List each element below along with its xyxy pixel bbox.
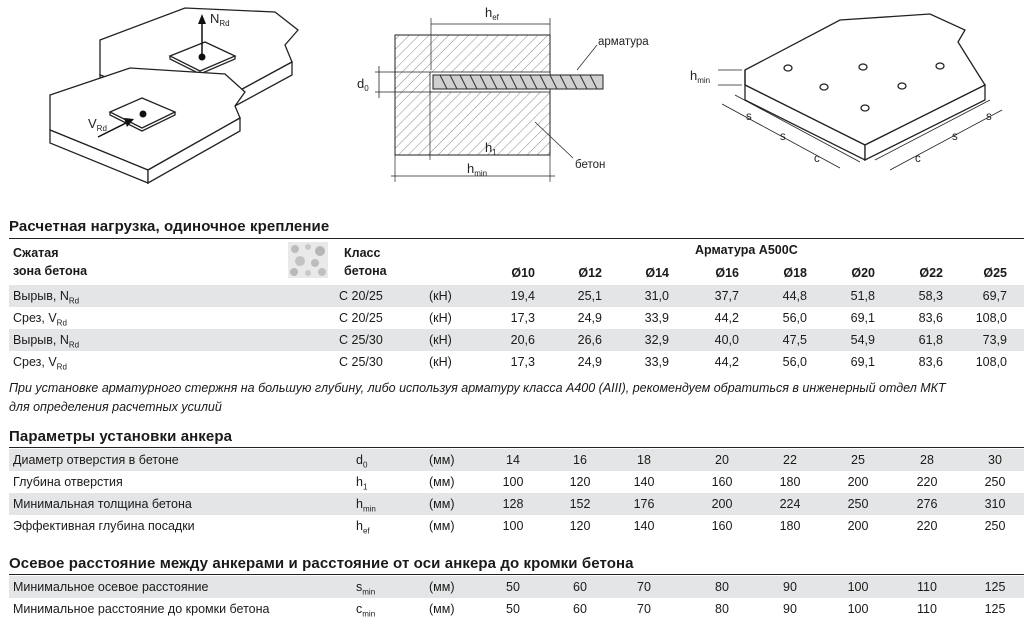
class-header-line2: бетона [344,264,387,278]
svg-text:hmin: $h_{min}$ [467,161,488,178]
value-cell: 70 [637,602,651,616]
row-label: Минимальное расстояние до кромки бетона [13,602,270,616]
section1-title: Расчетная нагрузка, одиночное крепление [9,218,330,235]
value-cell: 200 [711,497,733,511]
value-cell: 20,6 [510,333,535,347]
value-cell: 90 [783,602,797,616]
note-line-1: При установке арматурного стержня на большую глубину, либо используя арматуру класса А400 (AIII), рекомендуем обратиться в инженерный отдел МКТ [9,381,946,395]
row-label: Эффективная глубина посадки [13,519,195,533]
value-cell: 20 [715,453,729,467]
value-cell: 250 [984,519,1006,533]
row-label: Минимальное осевое расстояние [13,580,209,594]
value-cell: 250 [847,497,869,511]
value-cell: 25 [851,453,865,467]
row-label-sub: Rd [68,296,80,306]
unit: (мм) [429,519,455,533]
value-cell: 100 [502,519,524,533]
section3-rule [9,574,1024,575]
value-cell: 60 [573,580,587,594]
param-symbol-sub: 0 [362,460,368,470]
value-cell: 310 [984,497,1006,511]
value-cell: 120 [569,519,591,533]
value-cell: 125 [984,580,1006,594]
value-cell: 83,6 [918,311,943,325]
svg-text:hef: $h_{ef}$ [485,5,499,22]
diameter-header: Ø12 [578,266,602,280]
param-symbol: h [356,497,363,511]
value-cell: 108,0 [975,311,1007,325]
rebar-type-header: Арматура А500С [695,243,798,257]
value-cell: 32,9 [644,333,669,347]
diameter-header: Ø20 [851,266,875,280]
unit: (мм) [429,580,455,594]
svg-text:c: c [814,153,820,165]
value-cell: 61,8 [918,333,943,347]
value-cell: 16 [573,453,587,467]
spacing-diagram [690,0,1020,190]
diagrams-area [0,0,1024,200]
svg-text:NRd: $N_{Rd}$ [210,11,230,28]
row-label: Вырыв, N [13,289,69,303]
row-label-sub: Rd [56,318,67,328]
unit: (мм) [429,497,455,511]
section2-rule [9,447,1024,448]
value-cell: 160 [711,475,733,489]
diameter-header: Ø18 [783,266,807,280]
value-cell: 70 [637,580,651,594]
row-label: Вырыв, N [13,333,69,347]
value-cell: 128 [502,497,524,511]
param-symbol-sub: min [362,609,376,619]
value-cell: 18 [637,453,651,467]
unit: (мм) [429,453,455,467]
svg-text:s: s [746,111,752,123]
value-cell: 33,9 [644,311,669,325]
table-row [9,493,1024,515]
table-row [9,285,1024,307]
value-cell: 47,5 [782,333,807,347]
row-label: Срез, V [13,355,57,369]
zone-header-line2: зона бетона [13,264,88,278]
diameter-header: Ø16 [715,266,739,280]
svg-text:s: s [986,111,992,123]
value-cell: 24,9 [577,355,602,369]
svg-text:s: s [780,131,786,143]
value-cell: 69,1 [850,355,875,369]
value-cell: 110 [917,580,937,594]
concrete-texture-icon [288,242,328,278]
svg-text:бетон: бетон [575,159,606,171]
value-cell: 100 [847,580,869,594]
value-cell: 220 [916,519,938,533]
diameter-header: Ø14 [645,266,669,280]
param-symbol: c [356,602,363,616]
value-cell: 83,6 [918,355,943,369]
row-label-sub: Rd [56,362,67,372]
value-cell: 25,1 [577,289,602,303]
svg-text:арматура: арматура [598,36,649,48]
value-cell: 110 [917,602,937,616]
anchor-dot-bottom [140,111,147,118]
value-cell: 80 [715,602,729,616]
param-symbol: h [356,475,363,489]
value-cell: 26,6 [577,333,602,347]
param-symbol-sub: min [362,504,376,514]
section2-title: Параметры установки анкера [9,428,233,445]
row-label-sub: Rd [68,340,80,350]
row-label: Срез, V [13,311,57,325]
table-row [9,515,1024,537]
value-cell: 140 [633,475,655,489]
table-row [9,449,1024,471]
svg-text:h1: $h_1$ [485,140,497,157]
value-cell: 200 [847,475,869,489]
unit: (кН) [429,311,452,325]
lower-slab [50,68,245,183]
unit: (кН) [429,289,452,303]
value-cell: 180 [779,475,801,489]
value-cell: 14 [506,453,520,467]
value-cell: 180 [779,519,801,533]
value-cell: 44,2 [714,355,739,369]
value-cell: 80 [715,580,729,594]
param-symbol-sub: ef [362,526,370,536]
unit: (мм) [429,602,455,616]
value-cell: 50 [506,602,520,616]
table-row [9,307,1024,329]
section1-header [9,240,1024,284]
unit: (мм) [429,475,455,489]
svg-text:d0: $d_0$ [357,76,369,93]
value-cell: 140 [633,519,655,533]
value-cell: 51,8 [850,289,875,303]
rebar-bar [433,75,603,89]
value-cell: 37,7 [714,289,739,303]
param-symbol: s [356,580,363,594]
value-cell: 33,9 [644,355,669,369]
note-text [9,379,1019,417]
table-row [9,598,1024,620]
value-cell: 100 [847,602,869,616]
section1-rule [9,238,1024,239]
value-cell: 58,3 [918,289,943,303]
concrete-class: C 20/25 [339,289,383,303]
table-row [9,329,1024,351]
value-cell: 60 [573,602,587,616]
note-line-2: для определения расчетных усилий [9,400,222,414]
value-cell: 152 [569,497,591,511]
value-cell: 31,0 [644,289,669,303]
param-symbol-sub: 1 [362,482,368,492]
unit: (кН) [429,355,452,369]
svg-text:s: s [952,131,958,143]
class-header-line1: Класс [344,246,381,260]
concrete-class: C 25/30 [339,355,383,369]
value-cell: 56,0 [782,355,807,369]
param-symbol-sub: min [362,587,376,597]
value-cell: 108,0 [975,355,1007,369]
diameter-header: Ø25 [983,266,1007,280]
concrete-class: C 20/25 [339,311,383,325]
value-cell: 17,3 [510,355,535,369]
value-cell: 28 [920,453,934,467]
table-row [9,471,1024,493]
concrete-class: C 25/30 [339,333,383,347]
diameter-header: Ø10 [511,266,535,280]
svg-text:c: c [915,153,921,165]
value-cell: 200 [847,519,869,533]
value-cell: 24,9 [577,311,602,325]
section3-title: Осевое расстояние между анкерами и расстояние от оси анкера до кромки бетона [9,555,634,572]
value-cell: 69,7 [982,289,1007,303]
param-symbol: d [356,453,363,467]
load-diagram [30,0,340,195]
value-cell: 224 [779,497,801,511]
value-cell: 50 [506,580,520,594]
table-row [9,351,1024,373]
value-cell: 160 [711,519,733,533]
value-cell: 276 [916,497,938,511]
value-cell: 69,1 [850,311,875,325]
value-cell: 176 [633,497,655,511]
value-cell: 250 [984,475,1006,489]
value-cell: 22 [783,453,797,467]
row-label: Минимальная толщина бетона [13,497,192,511]
svg-text:VRd: $V_{Rd}$ [88,116,107,133]
zone-header-line1: Сжатая [13,246,59,260]
spacing-table [9,576,1024,620]
value-cell: 44,2 [714,311,739,325]
value-cell: 120 [569,475,591,489]
value-cell: 90 [783,580,797,594]
param-symbol: h [356,519,363,533]
value-cell: 40,0 [714,333,739,347]
section-diagram [355,0,655,190]
value-cell: 73,9 [982,333,1007,347]
value-cell: 44,8 [782,289,807,303]
value-cell: 220 [916,475,938,489]
load-table [9,285,1024,373]
value-cell: 56,0 [782,311,807,325]
value-cell: 17,3 [510,311,535,325]
value-cell: 19,4 [510,289,535,303]
row-label: Диаметр отверстия в бетоне [13,453,179,467]
install-table [9,449,1024,537]
value-cell: 125 [984,602,1006,616]
value-cell: 100 [502,475,524,489]
value-cell: 54,9 [850,333,875,347]
diameter-header: Ø22 [919,266,943,280]
table-row [9,576,1024,598]
value-cell: 30 [988,453,1002,467]
unit: (кН) [429,333,452,347]
svg-text:hmin: $h_{min}$ [690,68,711,85]
row-label: Глубина отверстия [13,475,123,489]
